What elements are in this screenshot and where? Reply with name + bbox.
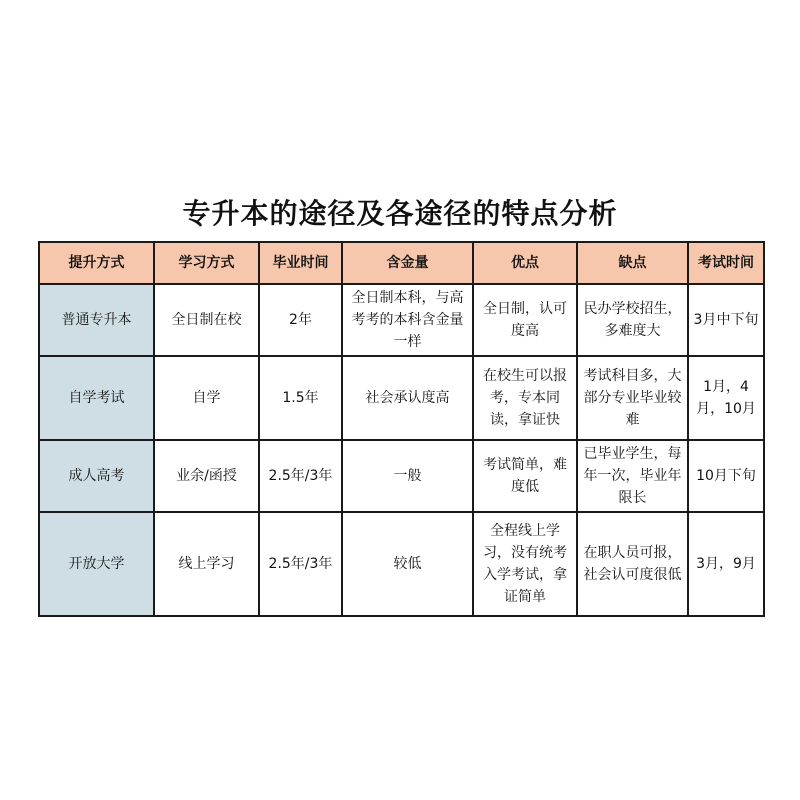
cell-cons: 民办学校招生，多难度大 [577, 284, 688, 356]
cell-exam-time: 3月中下旬 [688, 284, 764, 356]
cell-method: 开放大学 [39, 512, 154, 616]
cell-exam-time: 1月，4月，10月 [688, 356, 764, 440]
cell-study-mode: 全日制在校 [154, 284, 259, 356]
cell-pros: 考试简单，难度低 [473, 440, 577, 512]
header-exam-time: 考试时间 [688, 242, 764, 284]
header-cons: 缺点 [577, 242, 688, 284]
table-row [39, 356, 764, 440]
cell-study-mode: 线上学习 [154, 512, 259, 616]
cell-cons: 考试科目多，大部分专业毕业较难 [577, 356, 688, 440]
cell-graduation-time: 2年 [259, 284, 342, 356]
header-value: 含金量 [342, 242, 473, 284]
cell-graduation-time: 1.5年 [259, 356, 342, 440]
cell-method: 成人高考 [39, 440, 154, 512]
cell-pros: 全程线上学习，没有统考入学考试，拿证简单 [473, 512, 577, 616]
header-graduation-time: 毕业时间 [259, 242, 342, 284]
header-method: 提升方式 [39, 242, 154, 284]
comparison-table [38, 241, 765, 617]
page-title: 专升本的途径及各途径的特点分析 [182, 197, 618, 230]
cell-value: 社会承认度高 [342, 356, 473, 440]
cell-study-mode: 业余/函授 [154, 440, 259, 512]
table-row [39, 440, 764, 512]
cell-pros: 全日制，认可度高 [473, 284, 577, 356]
cell-cons: 已毕业学生，每年一次，毕业年限长 [577, 440, 688, 512]
table-row [39, 512, 764, 616]
cell-value: 全日制本科，与高考考的本科含金量一样 [342, 284, 473, 356]
cell-exam-time: 3月，9月 [688, 512, 764, 616]
cell-study-mode: 自学 [154, 356, 259, 440]
cell-graduation-time: 2.5年/3年 [259, 512, 342, 616]
cell-graduation-time: 2.5年/3年 [259, 440, 342, 512]
cell-method: 普通专升本 [39, 284, 154, 356]
header-pros: 优点 [473, 242, 577, 284]
cell-pros: 在校生可以报考，专本同读，拿证快 [473, 356, 577, 440]
header-study-mode: 学习方式 [154, 242, 259, 284]
cell-value: 一般 [342, 440, 473, 512]
cell-value: 较低 [342, 512, 473, 616]
cell-method: 自学考试 [39, 356, 154, 440]
cell-cons: 在职人员可报，社会认可度很低 [577, 512, 688, 616]
cell-exam-time: 10月下旬 [688, 440, 764, 512]
table-header-row [39, 242, 764, 284]
table-row [39, 284, 764, 356]
